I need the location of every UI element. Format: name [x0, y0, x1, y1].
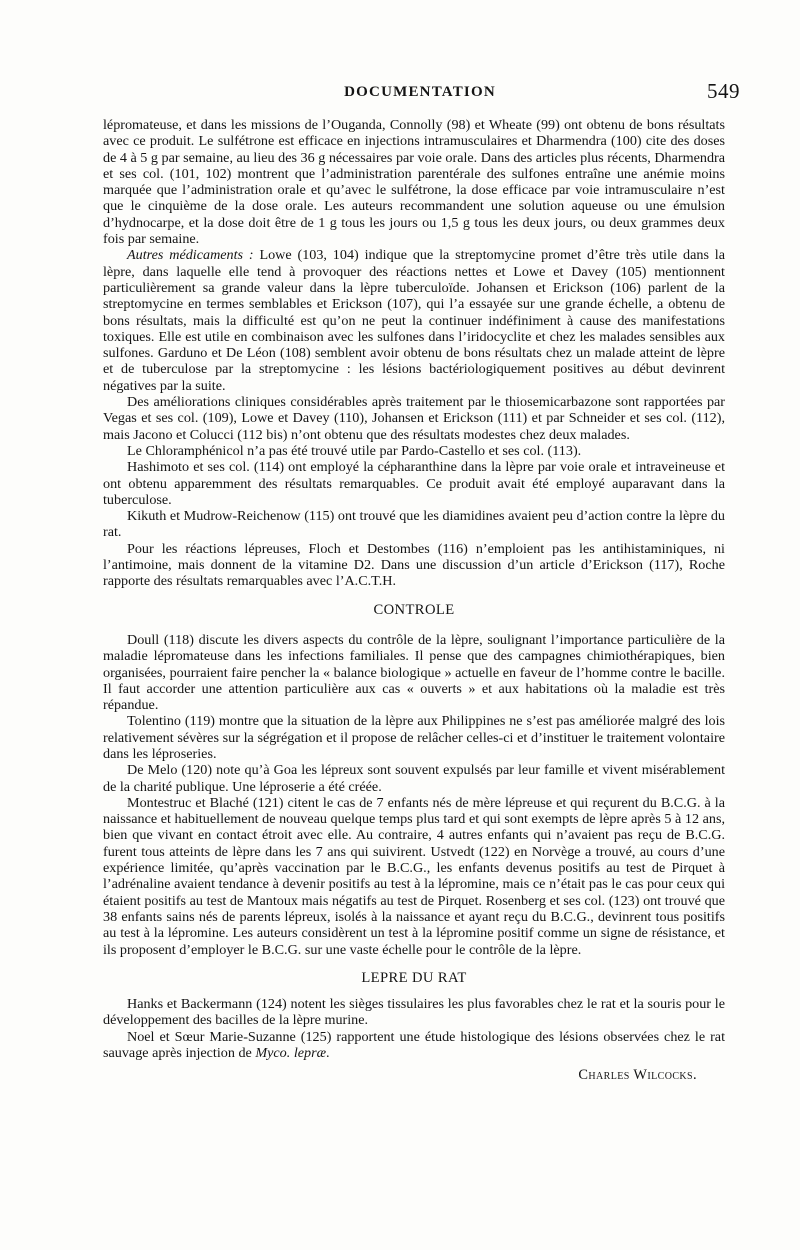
paragraph-text: . — [326, 1045, 330, 1062]
paragraph — [103, 1029, 725, 1062]
running-header — [100, 80, 740, 110]
paragraph-text: Noel et Sœur Marie-Suzanne (125) rapportent une étude histologique des lésions observées chez le rat sauvage après injection de — [103, 1028, 725, 1062]
section-heading: CONTROLE — [373, 601, 455, 618]
paragraph: Hashimoto et ses col. (114) ont employé la cépharanthine dans la lèpre par voie orale et intraveineuse et ont obtenu apparemment des résultats remarquables. Ce produit avait été employé auparavant dans la tuberculose. — [103, 459, 725, 508]
section-heading: LEPRE DU RAT — [361, 969, 467, 986]
running-title: DOCUMENTATION — [344, 84, 496, 100]
paragraph: Pour les réactions lépreuses, Floch et Destombes (116) n’emploient pas les antihistaminiques, ni l’antimoine, mais donnent de la vitamine D2. Dans une discussion d’un article d’Erickson (117), Roche rapporte des résultats remarquables avec l’A.C.T.H. — [103, 540, 725, 590]
paragraph: Le Chloramphénicol n’a pas été trouvé utile par Pardo-Castello et ses col. (113). — [127, 442, 582, 459]
paragraph: Doull (118) discute les divers aspects du contrôle de la lèpre, soulignant l’importance particulière de la maladie lépromateuse dans les infections familiales. Il pense que des campagnes chimiothérapiques, bien organisées, pourraient faire pencher la « balance biologique » actuelle en faveur de l’homme contre le bacille. Il faut accorder une attention particulière aux cas « ouverts » et aux habitations où la maladie est très répandue. — [103, 631, 725, 714]
article-body — [103, 117, 725, 1084]
species-name: Myco. lepræ — [255, 1045, 327, 1062]
paragraph: De Melo (120) note qu’à Goa les lépreux sont souvent expulsés par leur famille et vivent misérablement de la charité publique. Une léproserie a été créée. — [103, 762, 725, 795]
author-signature: Charles Wilcocks. — [578, 1067, 697, 1084]
paragraph: Tolentino (119) montre que la situation de la lèpre aux Philippines ne s’est pas améliorée malgré des lois relativement sévères sur la ségrégation et il propose de relâcher celles-ci et d’instituer le traitement volontaire dans les léproseries. — [103, 713, 725, 762]
paragraph: Kikuth et Mudrow-Reichenow (115) ont trouvé que les diamidines avaient peu d’action contre la lèpre du rat. — [103, 508, 725, 541]
paragraph: Des améliorations cliniques considérables après traitement par le thiosemicarbazone sont rapportées par Vegas et ses col. (109), Lowe et Davey (110), Johansen et Erickson (111) et par Schneider et ses col. (112), mais Jacono et Colucci (112 bis) n’ont obtenu que des résultats modestes chez deux malades. — [103, 394, 725, 443]
run-in-heading: Autres médicaments : — [127, 247, 254, 264]
paragraph: Montestruc et Blaché (121) citent le cas de 7 enfants nés de mère lépreuse et qui reçurent du B.C.G. à la naissance et habituellement de nouveau quelque temps plus tard et qui sont exempts de lèpre après 5 à 12 ans, bien que vivant en contact étroit avec elle. Au contraire, 4 autres enfants qui n’avaient pas reçu de B.C.G. furent tous atteints de lèpre dans les 7 ans qui suivirent. Ustvedt (122) en Norvège a trouvé, au cours d’une expérience limitée, qu’après vaccination par le B.C.G., les enfants devenus positifs au test de Pirquet à l’adrénaline avaient tendance à devenir positifs au test à la lépromine, mais ce n’était pas le cas pour ceux qui étaient positifs au test de Mantoux mais négatifs au test de Pirquet. Rosenberg et ses col. (123) ont trouvé que 38 enfants sains nés de parents lépreux, isolés à la naissance et ayant reçu du B.C.G., devinrent tous positifs au test à la lépromine. Les auteurs considèrent un test à la lépromine positif comme un signe de résistance, et ils proposent d’employer le B.C.G. sur une vaste échelle pour le contrôle de la lèpre. — [103, 794, 725, 958]
paragraph-text: Lowe (103, 104) indique que la streptomycine promet d’être très utile dans la lèpre, dans laquelle elle tend à provoquer des réactions nettes et Lowe et Davey (105) mentionnent particulièrement sa grande valeur dans la lèpre tuberculoïde. Johansen et Erickson (106) parlent de la streptomycine en termes semblables et Erickson (107), qui l’a essayée sur une grande échelle, a obtenu de bons résultats, mais la difficulté est qu’on ne peut la continuer indéfiniment à cause des manifestations toxiques. Elle est utile en combinaison avec les sulfones dans l’iridocyclite et chez les malades sensibles aux sulfones. Garduno et De Léon (108) semblent avoir obtenu de bons résultats chez un malade atteint de lèpre et de tuberculose par la streptomycine : les lésions bactériologiquement positives au début devinrent négatives par la suite. — [103, 247, 726, 394]
page-number: 549 — [707, 79, 740, 103]
paragraph — [103, 247, 725, 394]
paragraph: Hanks et Backermann (124) notent les sièges tissulaires les plus favorables chez le rat et la souris pour le développement des bacilles de la lèpre murine. — [103, 996, 725, 1029]
paragraph: lépromateuse, et dans les missions de l’Ouganda, Connolly (98) et Wheate (99) ont obtenu de bons résultats avec ce produit. Le sulfétrone est efficace en injections intramusculaires et Dharmendra (100) cite des doses de 4 à 5 g par semaine, au lieu des 36 g nécessaires par voie orale. Dans des articles plus récents, Dharmendra et ses col. (101, 102) montrent que l’administration parentérale des sulfones entraîne une anémie moins marquée que l’administration orale et qu’avec le sulfétrone, la dose efficace par voie intramusculaire n’est que le cinquième de la dose orale. Les auteurs recommandent une solution aqueuse ou une émulsion d’hydnocarpe, et la dose doit être de 1 g tous les jours ou 1,5 g tous les deux jours, ou deux grammes deux fois par semaine. — [103, 117, 725, 248]
